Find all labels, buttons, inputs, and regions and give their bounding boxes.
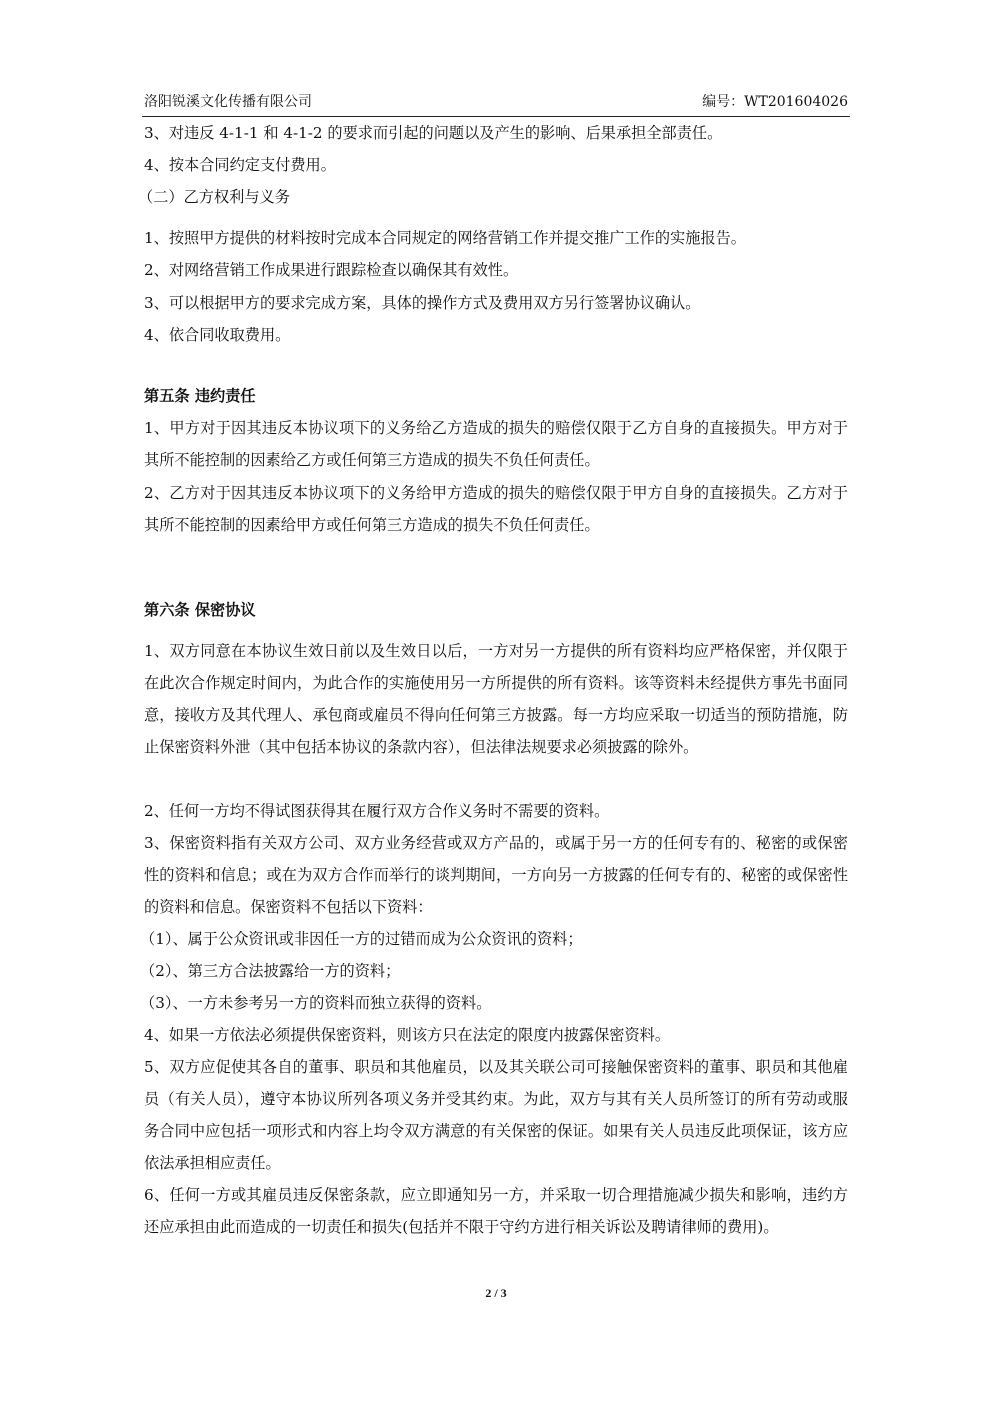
article-heading: 第六条 保密协议 bbox=[144, 601, 256, 619]
body-paragraph: 4、依合同收取费用。 bbox=[144, 326, 291, 344]
article-heading: 第五条 违约责任 bbox=[144, 387, 256, 405]
body-paragraph: 4、按本合同约定支付费用。 bbox=[144, 156, 336, 174]
list-item: （3）、一方未参考另一方的资料而独立获得的资料。 bbox=[140, 994, 492, 1012]
section-subheading: （二）乙方权利与义务 bbox=[138, 188, 290, 206]
body-paragraph: 2、任何一方均不得试图获得其在履行双方合作义务时不需要的资料。 bbox=[144, 802, 610, 820]
body-paragraph: 4、如果一方依法必须提供保密资料，则该方只在法定的限度内披露保密资料。 bbox=[144, 1026, 671, 1044]
body-paragraph: 2、对网络营销工作成果进行跟踪检查以确保其有效性。 bbox=[144, 261, 519, 279]
company-name: 洛阳锐溪文化传播有限公司 bbox=[144, 94, 312, 110]
body-paragraph: 1、双方同意在本协议生效日前以及生效日以后，一方对另一方提供的所有资料均应严格保密，并仅限于在此次合作规定时间内，为此合作的实施使用另一方所提供的所有资料。该等资料未经提供方事先书面同意，接收方及其代理人、承包商或雇员不得向任何第三方披露。每一方均应采取一切适当的预防措施，防止保密资料外泄（其中包括本协议的条款内容），但法律法规要求必须披露的除外。 bbox=[144, 642, 848, 756]
body-paragraph: 1、甲方对于因其违反本协议项下的义务给乙方造成的损失的赔偿仅限于乙方自身的直接损失。甲方对于其所不能控制的因素给乙方或任何第三方造成的损失不负任何责任。 bbox=[144, 419, 848, 469]
body-paragraph: 3、可以根据甲方的要求完成方案，具体的操作方式及费用双方另行签署协议确认。 bbox=[144, 294, 701, 312]
body-paragraph: 3、对违反 4-1-1 和 4-1-2 的要求而引起的问题以及产生的影响、后果承担全部责任。 bbox=[144, 124, 723, 142]
list-item: （2）、第三方合法披露给一方的资料； bbox=[140, 962, 401, 980]
list-item: （1）、属于公众资讯或非因任一方的过错而成为公众资讯的资料； bbox=[140, 930, 583, 948]
body-paragraph: 1、按照甲方提供的材料按时完成本合同规定的网络营销工作并提交推广工作的实施报告。 bbox=[144, 229, 746, 247]
page-number: 2 / 3 bbox=[485, 1286, 507, 1300]
body-paragraph: 3、保密资料指有关双方公司、双方业务经营或双方产品的，或属于另一方的任何专有的、秘密的或保密性的资料和信息；或在为双方合作而举行的谈判期间，一方向另一方披露的任何专有的、秘密的或保密性的资料和信息。保密资料不包括以下资料： bbox=[144, 834, 848, 916]
body-paragraph: 5、双方应促使其各自的董事、职员和其他雇员，以及其关联公司可接触保密资料的董事、职员和其他雇员（有关人员），遵守本协议所列各项义务并受其约束。为此，双方与其有关人员所签订的所有劳动或服务合同中应包括一项形式和内容上均令双方满意的有关保密的保证。如果有关人员违反此项保证，该方应依法承担相应责任。 bbox=[144, 1058, 848, 1172]
body-paragraph: 6、任何一方或其雇员违反保密条款，应立即通知另一方，并采取一切合理措施减少损失和影响，违约方还应承担由此而造成的一切责任和损失(包括并不限于守约方进行相关诉讼及聘请律师的费用)。 bbox=[144, 1186, 848, 1236]
body-paragraph: 2、乙方对于因其违反本协议项下的义务给甲方造成的损失的赔偿仅限于甲方自身的直接损失。乙方对于其所不能控制的因素给甲方或任何第三方造成的损失不负任何责任。 bbox=[144, 484, 848, 534]
document-number: 编号：WT201604026 bbox=[702, 94, 848, 110]
page-header bbox=[142, 92, 850, 117]
